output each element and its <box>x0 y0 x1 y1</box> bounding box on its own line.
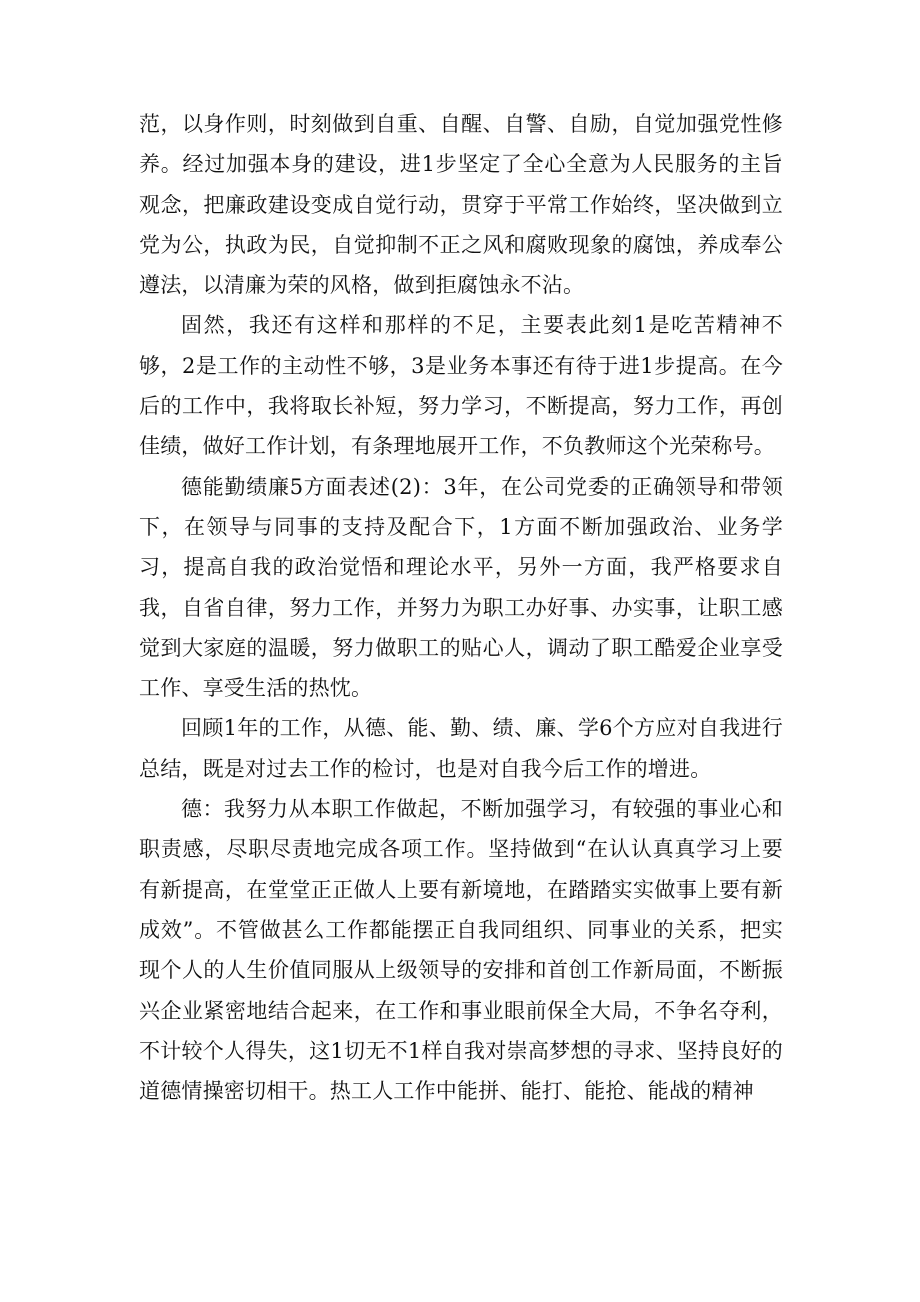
paragraph-4: 回顾1年的工作，从德、能、勤、绩、廉、学6个方应对自我进行总结，既是对过去工作的检讨，也是对自我今后工作的增进。 <box>139 716 783 781</box>
document-body <box>139 104 783 1111</box>
paragraph-3: 德能勤绩廉5方面表述(2)：3年，在公司党委的正确领导和带领下，在领导与同事的支持及配合下，1方面不断加强政治、业务学习，提高自我的政治觉悟和理论水平，另外一方面，我严格要求自我，自省自律，努力工作，并努力为职工办好事、办实事，让职工感觉到大家庭的温暖，努力做职工的贴心人，调动了职工酷爱企业享受工作、享受生活的热忱。 <box>139 474 783 701</box>
paragraph-2: 固然，我还有这样和那样的不足，主要表此刻1是吃苦精神不够，2是工作的主动性不够，3是业务本事还有待于进1步提高。在今后的工作中，我将取长补短，努力学习，不断提高，努力工作，再创佳绩，做好工作计划，有条理地展开工作，不负教师这个光荣称号。 <box>139 313 783 459</box>
paragraph-1: 范，以身作则，时刻做到自重、自醒、自警、自励，自觉加强党性修养。经过加强本身的建设，进1步坚定了全心全意为人民服务的主旨观念，把廉政建设变成自觉行动，贯穿于平常工作始终，坚决做到立党为公，执政为民，自觉抑制不正之风和腐败现象的腐蚀，养成奉公遵法，以清廉为荣的风格，做到拒腐蚀永不沾。 <box>139 112 783 298</box>
paragraph-5: 德：我努力从本职工作做起，不断加强学习，有较强的事业心和职责感，尽职尽责地完成各项工作。坚持做到“在认认真真学习上要有新提高，在堂堂正正做人上要有新境地，在踏踏实实做事上要有新成效”。不管做甚么工作都能摆正自我同组织、同事业的关系，把实现个人的人生价值同服从上级领导的安排和首创工作新局面，不断振兴企业紧密地结合起来，在工作和事业眼前保全大局，不争名夺利，不计较个人得失，这1切无不1样自我对崇高梦想的寻求、坚持良好的道德情操密切相干。热工人工作中能拼、能打、能抢、能战的精神 <box>139 797 783 1104</box>
